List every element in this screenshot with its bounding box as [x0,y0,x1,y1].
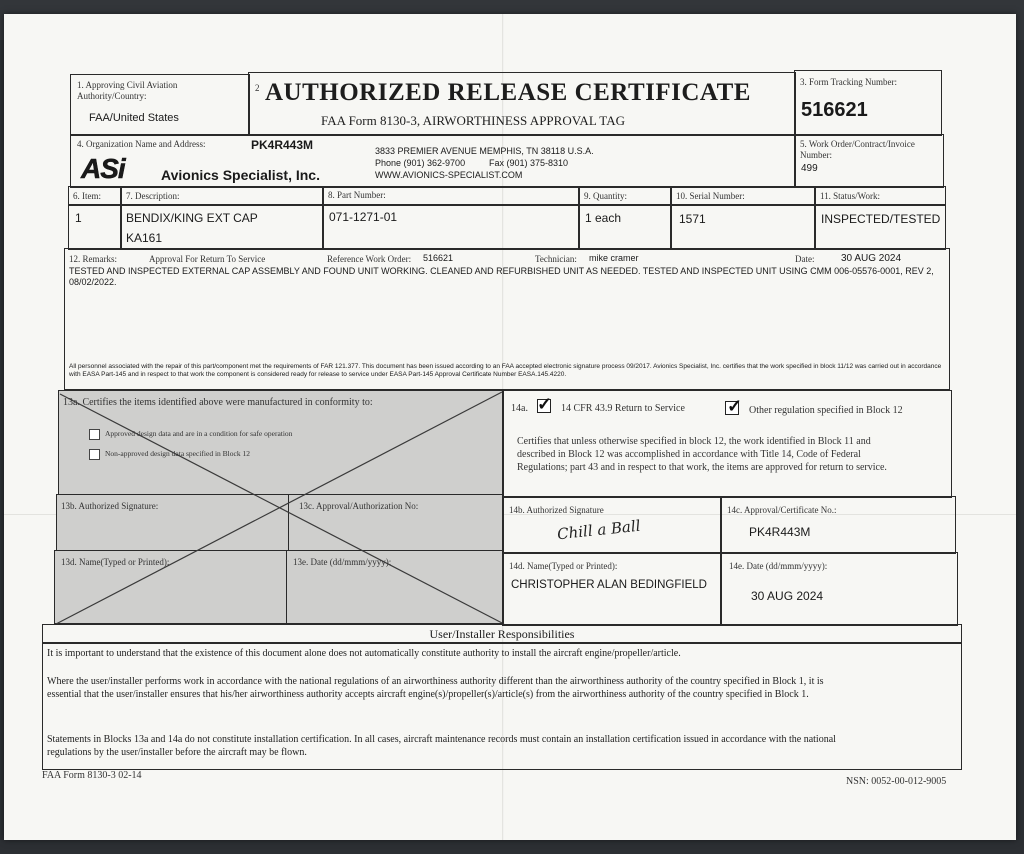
header-quantity: 9. Quantity: [584,191,627,201]
header-serial: 10. Serial Number: [676,191,745,201]
item-quantity: 1 each [585,211,622,225]
block14e-value: 30 AUG 2024 [751,589,824,603]
block14e [720,552,958,626]
block4-label: 4. Organization Name and Address: [77,139,206,149]
block14d-label: 14d. Name(Typed or Printed): [509,561,618,571]
block14d-value: CHRISTOPHER ALAN BEDINGFIELD [511,579,707,591]
item-number: 1 [75,211,82,225]
block5-work-order [794,134,944,188]
block14b [502,496,722,554]
block2-number: 2 [255,83,260,93]
item-part-number: 071-1271-01 [329,210,398,224]
header-part-number: 8. Part Number: [328,190,386,200]
company-address: 3833 PREMIER AVENUE MEMPHIS, TN 38118 U.S.A. [375,146,594,156]
items-header-status [814,186,946,206]
block3-value: 516621 [801,99,868,121]
block12-remarks [64,248,950,390]
block14a-other-label: Other regulation specified in Block 12 [749,405,903,416]
company-name: Avionics Specialist, Inc. [161,167,320,183]
block13c-label: 13c. Approval/Authorization No: [299,501,419,511]
item-description: BENDIX/KING EXT CAP [126,211,258,225]
block5-value: 499 [801,163,818,174]
remarks-label: 12. Remarks: [69,254,117,264]
block13b-label: 13b. Authorized Signature: [61,501,159,511]
block13a-option2-label: Non-approved design data specified in Block 12 [105,449,250,458]
block13a-option1-label: Approved design data and are in a condition for safe operation [105,429,293,438]
block14c-label: 14c. Approval/Certificate No.: [727,505,837,515]
company-phone: Phone (901) 362-9700 [375,158,466,168]
form-subtitle: FAA Form 8130-3, AIRWORTHINESS APPROVAL TAG [321,113,625,128]
block1-value: FAA/United States [89,112,179,124]
block1-authority [70,74,250,136]
responsibilities-p1: It is important to understand that the existence of this document alone does not automatically constitute authority to install the aircraft engine/propeller/article. [47,648,681,659]
item-cell-serial [670,204,816,250]
company-website: WWW.AVIONICS-SPECIALIST.COM [375,170,523,180]
signature: Chill a Ball [556,516,642,544]
block4-organization [70,134,796,188]
block13e-label: 13e. Date (dd/mmm/yyyy): [293,557,392,567]
items-header-serial [670,186,816,206]
block14c-value: PK4R443M [749,525,811,539]
certificate-paper [4,14,1016,840]
block4-code: PK4R443M [251,138,314,152]
items-header-item [68,186,122,206]
items-header-quantity [578,186,672,206]
block14e-label: 14e. Date (dd/mmm/yyyy): [729,561,828,571]
responsibilities-header [42,624,962,644]
remarks-date-value: 30 AUG 2024 [841,253,902,264]
responsibilities-p3: Statements in Blocks 13a and 14a do not constitute installation certification. In all cases, aircraft maintenance records must contain an installation certification issued in accordance with the national regulations by the user/installer before the aircraft may be flown. [47,734,836,758]
remarks-date-label: Date: [795,254,815,264]
block14a-other-checkmark: ✓ [727,396,743,416]
remarks-fine-print: All personnel associated with the repair of this part/component met the requirements of FAR 121.377. This document has been issued according to an FAA accepted electronic signature process 09/2017. Avionics Specialist, Inc. certifies that the work specified in block 11/12 was carried out in accordance with EASA Part-145 and in respect to that work the component is considered ready for release to service under EASA Part-145 Approval Certificate Number EASA.145.4220. [69,363,942,378]
block14a-cfr-label: 14 CFR 43.9 Return to Service [561,403,685,414]
block14a [502,390,952,498]
item-cell-quantity [578,204,672,250]
item-cell-item [68,204,122,250]
remarks-text: TESTED AND INSPECTED EXTERNAL CAP ASSEMBLY AND FOUND UNIT WORKING. CLEANED AND REFURBISHED UNIT AS NEEDED. TESTED AND INSPECTED UNIT USING CMM 006-05576-0001, REV 2, 08/02/2022. [69,266,934,287]
responsibilities-body [42,642,962,770]
remarks-ref-value: 516621 [423,253,454,263]
item-status: INSPECTED/TESTED [821,212,941,226]
block2-title [248,72,796,136]
footer-form-number: FAA Form 8130-3 02-14 [42,770,142,781]
item-cell-status [814,204,946,250]
asi-logo: ASi [81,153,125,184]
footer-nsn: NSN: 0052-00-012-9005 [846,776,947,787]
block3-label: 3. Form Tracking Number: [800,77,898,87]
item-cell-description [120,204,324,250]
block14a-label: 14a. [511,403,528,414]
block13a-label: 13a. Certifies the items identified above were manufactured in conformity to: [63,397,373,408]
block5-label: 5. Work Order/Contract/Invoice Number: [800,139,915,160]
responsibilities-title: User/Installer Responsibilities [429,627,575,641]
responsibilities-p2: Where the user/installer performs work in accordance with the national regulations of an airworthiness authority different than the airworthiness authority of the country specified in Block 1, it is essential that the user/installer ensures that his/her airworthiness authority accepts aircraft engine(s)/propeller(s)/article(s) from the airworthiness authority of the country specified in Block 1. [47,676,824,700]
items-header-description [120,186,324,206]
form-title: AUTHORIZED RELEASE CERTIFICATE [265,79,751,106]
header-item: 6. Item: [73,191,101,201]
company-fax: Fax (901) 375-8310 [489,158,569,168]
block14d [502,552,722,626]
block14c [720,496,956,554]
item-serial: 1571 [679,212,706,226]
items-header-part [322,186,580,206]
remarks-tech-value: mike cramer [589,253,639,263]
block14a-text: Certifies that unless otherwise specified in block 12, the work identified in Block 11 and described in Block 12 was accomplished in accordance with Title 14, Code of Federal Regulations; part 43 and in respect to that work, the items are approved for return to service. [517,436,887,473]
block13d-label: 13d. Name(Typed or Printed): [61,557,170,567]
block13-void-cross [54,390,506,626]
remarks-tech-label: Technician: [535,254,577,264]
block3-tracking [794,70,942,136]
block14b-label: 14b. Authorized Signature [509,505,604,515]
block14a-cfr-checkmark: ✓ [537,394,553,414]
header-description: 7. Description: [126,191,180,201]
remarks-approval: Approval For Return To Service [149,254,266,264]
remarks-ref-label: Reference Work Order: [327,254,412,264]
header-status: 11. Status/Work: [820,191,880,201]
item-cell-part [322,204,580,250]
item-description-model: KA161 [126,231,163,245]
block1-label: 1. Approving Civil Aviation Authority/Country: [77,80,178,101]
